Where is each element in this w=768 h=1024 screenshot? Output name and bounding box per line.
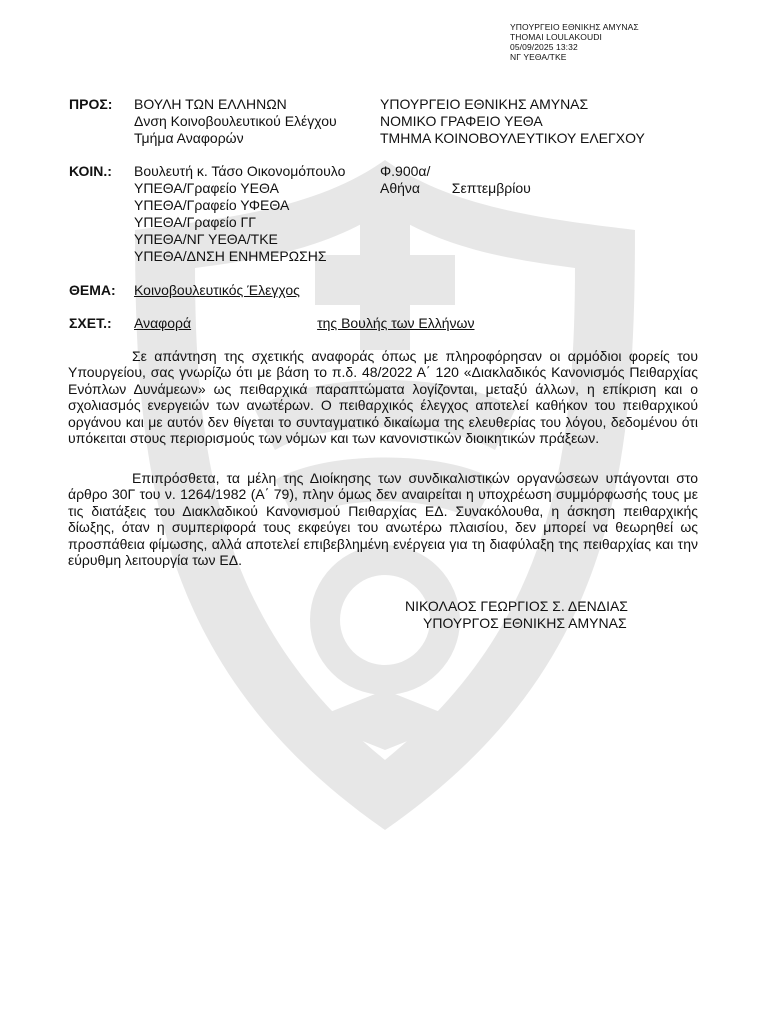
registration-stamp [510, 22, 639, 62]
cc-line: ΥΠΕΘΑ/Γραφείο ΥΕΘΑ [134, 180, 279, 196]
signatory-name: ΝΙΚΟΛΑΟΣ ΓΕΩΡΓΙΟΣ Σ. ΔΕΝΔΙΑΣ [405, 598, 628, 614]
sender-line: ΝΟΜΙΚΟ ΓΡΑΦΕΙΟ ΥΕΘΑ [380, 113, 543, 129]
body-paragraph-1: Σε απάντηση της σχετικής αναφοράς όπως με πληροφόρησαν οι αρμόδιοι φορείς του Υπουργείου, σας γνωρίζω ότι με βάση το π.δ. 48/2022 Α΄ 120 «Διακλαδικός Κανονισμός Πειθαρχίας Ενόπλων Δυνάμεων» ως πειθαρχικά παραπτώματα λογίζονται, μεταξύ άλλων, η επίκριση και ο σχολιασμός ενεργειών των ανωτέρων. Ο πειθαρχικός έλεγχος αποτελεί καθήκον του πειθαρχικού οργάνου και με αυτόν δεν θίγεται το συνταγματικό δικαίωμα της ελευθερίας του λόγου, δεδομένου ότι υπόκειται στους περιορισμούς των νόμων και των κανονιστικών διοικητικών πράξεων. [68, 348, 698, 447]
stamp-line: 05/09/2025 13:32 [510, 42, 578, 52]
reference-text-2: της Βουλής των Ελλήνων [317, 315, 475, 331]
cc-line: Βουλευτή κ. Τάσο Οικονομόπουλο [134, 163, 346, 179]
pros-label: ΠΡΟΣ: [69, 96, 113, 112]
protocol-info [380, 163, 531, 197]
recipient-line: ΒΟΥΛΗ ΤΩΝ ΕΛΛΗΝΩΝ [134, 96, 287, 112]
thema-label: ΘΕΜΑ: [69, 282, 116, 298]
date-line [380, 180, 531, 197]
recipient-line: Δνση Κοινοβουλευτικού Ελέγχου [134, 113, 337, 129]
cc-line: ΥΠΕΘΑ/ΝΓ ΥΕΘΑ/ΤΚΕ [134, 231, 278, 247]
recipient-line: Τμήμα Αναφορών [134, 130, 244, 146]
stamp-line: THOMAI LOULAKOUDI [510, 32, 602, 42]
recipient-lines [134, 96, 337, 147]
cc-lines [134, 163, 345, 265]
sxet-label: ΣΧΕΤ.: [69, 315, 112, 331]
reference-text-1: Αναφορά [134, 315, 192, 331]
cc-line: ΥΠΕΘΑ/Γραφείο ΥΦΕΘΑ [134, 197, 290, 213]
signatory-title: ΥΠΟΥΡΓΟΣ ΕΘΝΙΚΗΣ ΑΜΥΝΑΣ [423, 615, 627, 631]
cc-line: ΥΠΕΘΑ/ΔΝΣΗ ΕΝΗΜΕΡΩΣΗΣ [134, 248, 327, 264]
sender-line: ΤΜΗΜΑ ΚΟΙΝΟΒΟΥΛΕΥΤΙΚΟΥ ΕΛΕΓΧΟΥ [380, 130, 645, 146]
stamp-line: ΝΓ ΥΕΘΑ/ΤΚΕ [510, 52, 567, 62]
sender-line: ΥΠΟΥΡΓΕΙΟ ΕΘΝΙΚΗΣ ΑΜΥΝΑΣ [380, 96, 589, 112]
reference-text [134, 315, 498, 332]
cc-line: ΥΠΕΘΑ/Γραφείο ΓΓ [134, 214, 256, 230]
city: Αθήνα [380, 180, 421, 196]
subject-text: Κοινοβουλευτικός Έλεγχος [134, 282, 300, 298]
protocol-number: Φ.900α/ [380, 163, 431, 179]
month: Σεπτεμβρίου [451, 180, 531, 196]
sender-lines [380, 96, 645, 147]
koin-label: ΚΟΙΝ.: [69, 163, 112, 179]
body-paragraph-2: Επιπρόσθετα, τα μέλη της Διοίκησης των συνδικαλιστικών οργανώσεων υπάγονται στο άρθρο 30Γ του ν. 1264/1982 (Α΄ 79), πλην όμως δεν αναιρείται η υποχρέωση συμμόρφωσής τους με τις διατάξεις του Διακλαδικού Κανονισμού Πειθαρχίας ΕΔ. Συνακόλουθα, η άσκηση πειθαρχικής δίωξης, όταν η συμπεριφορά τους εκφεύγει του ανωτέρω πλαισίου, δεν μπορεί να θεωρηθεί ως προσπάθεια φίμωσης, αλλά αποτελεί επιβεβλημένη ενέργεια για τη διαφύλαξη της πειθαρχίας και την εύρυθμη λειτουργία των ΕΔ. [68, 470, 698, 569]
stamp-line: ΥΠΟΥΡΓΕΙΟ ΕΘΝΙΚΗΣ ΑΜΥΝΑΣ [510, 22, 639, 32]
